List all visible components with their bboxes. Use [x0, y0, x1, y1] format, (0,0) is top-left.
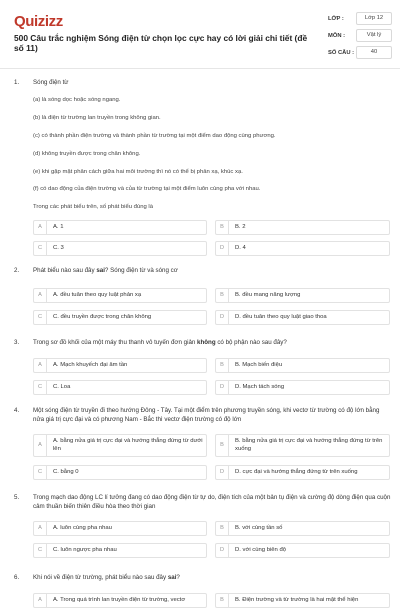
meta-label: MÔN : [328, 32, 346, 39]
option-letter: D [216, 544, 229, 557]
option-letter: B [216, 221, 229, 234]
option-text: C. Loa [53, 384, 71, 390]
page-title: 500 Câu trắc nghiệm Sóng điện từ chọn lọc cực hay có lời giải chi tiết (đề số 11) [14, 33, 308, 53]
option-a[interactable] [33, 220, 207, 235]
worksheet-header [0, 0, 400, 68]
option-letter: A [34, 359, 47, 372]
option-b[interactable] [215, 593, 390, 608]
option-letter: C [34, 381, 47, 394]
option-letter: D [216, 381, 229, 394]
meta-value: Vật lý [356, 29, 392, 42]
option-text: A. bằng nửa giá trị cực đại và hướng thẳng đứng từ dưới lên [53, 438, 203, 452]
option-letter: A [34, 289, 47, 302]
question-emphasis: không [197, 339, 216, 346]
option-letter: A [34, 522, 47, 535]
option-text: A. 1 [53, 224, 64, 230]
question-number: 5. [14, 494, 20, 501]
option-letter: B [216, 594, 229, 607]
option-text: D. cực đại và hướng thẳng đứng từ trên xuống [235, 469, 358, 475]
meta-label: LỚP : [328, 15, 344, 22]
option-letter: B [216, 435, 229, 456]
option-text: B. bằng nửa giá trị cực đại và hướng thẳng đứng từ trên xuống [235, 438, 383, 452]
meta-row-subject [328, 27, 392, 44]
statement-d: (d) không truyền được trong chân không. [33, 151, 141, 157]
question-text-part: có bộ phận nào sau đây? [215, 339, 287, 346]
option-letter: A [34, 435, 47, 456]
meta-value: 40 [356, 46, 392, 59]
option-letter: D [216, 242, 229, 255]
option-b[interactable] [215, 288, 390, 303]
question-emphasis: sai [167, 574, 177, 581]
option-d[interactable] [215, 241, 390, 256]
option-b[interactable] [215, 434, 390, 457]
option-text: A. đều tuân theo quy luật phản xạ [53, 292, 142, 298]
statement-c: (c) có thành phần điện trường và thành phần từ trường tại một điểm dao động cùng phương. [33, 133, 276, 139]
option-text: C. đều truyền được trong chân không [53, 314, 152, 320]
meta-row-count [328, 44, 392, 61]
option-text: A. Mạch khuyếch đại âm tần [53, 362, 128, 368]
option-d[interactable] [215, 465, 390, 480]
option-d[interactable] [215, 380, 390, 395]
option-text: C. bằng 0 [53, 469, 79, 475]
option-d[interactable] [215, 310, 390, 325]
option-text: B. đều mang năng lượng [235, 292, 301, 298]
option-letter: D [216, 466, 229, 479]
option-a[interactable] [33, 434, 207, 457]
quizizz-logo: Quizizz [14, 13, 63, 30]
option-letter: C [34, 466, 47, 479]
option-text: C. luôn ngược pha nhau [53, 547, 117, 553]
statement-a: (a) là sóng dọc hoặc sóng ngang. [33, 97, 121, 103]
option-text: B. Mạch biến điệu [235, 362, 283, 368]
option-c[interactable] [33, 310, 207, 325]
option-text: B. với cùng tần số [235, 525, 283, 531]
question-text: Sóng điện từ [33, 79, 69, 86]
header-divider [0, 68, 400, 69]
option-text: B. Điện trường và từ trường là hai mặt thể hiện [235, 597, 359, 603]
option-text: C. 3 [53, 245, 64, 251]
meta-label: SỐ CÂU : [328, 49, 355, 56]
question-text-part: ? Sóng điện từ và sóng cơ [104, 267, 178, 274]
option-letter: C [34, 242, 47, 255]
option-c[interactable] [33, 465, 207, 480]
option-letter: D [216, 311, 229, 324]
option-letter: A [34, 594, 47, 607]
question-prompt: Trong các phát biểu trên, số phát biểu đúng là [33, 204, 153, 210]
option-text: B. 2 [235, 224, 246, 230]
option-text: A. luôn cùng pha nhau [53, 525, 112, 531]
option-text: D. 4 [235, 245, 246, 251]
option-text: D. đều tuân theo quy luật giao thoa [235, 314, 327, 320]
option-c[interactable] [33, 380, 207, 395]
option-letter: C [34, 311, 47, 324]
option-text: D. với cùng biên độ [235, 547, 287, 553]
question-number: 4. [14, 407, 20, 414]
option-letter: B [216, 289, 229, 302]
question-number: 6. [14, 574, 20, 581]
question-number: 2. [14, 267, 20, 274]
question-text-part: Khi nói về điện từ trường, phát biểu nào sau đây [33, 574, 168, 581]
question-text-part: Trong sơ đồ khối của một máy thu thanh vô tuyến đơn giản [33, 339, 198, 346]
question-text-part: Phát biểu nào sau đây [33, 267, 97, 274]
statement-f: (f) có dao động của điện trường và của từ trường tại một điểm luôn cùng pha với nhau. [33, 186, 261, 192]
option-text: A. Trong quá trình lan truyền điện từ trường, vectơ [53, 597, 186, 603]
option-c[interactable] [33, 241, 207, 256]
question-emphasis: sai [96, 267, 105, 274]
option-text: D. Mạch tách sóng [235, 384, 285, 390]
option-letter: A [34, 221, 47, 234]
question-text: Một sóng điện từ truyền đi theo hướng Đông - Tây. Tại một điểm trên phương truyền sóng, khi vectơ từ trường có độ lớn bằng nửa giá trị cực đại và có phương Nam - Bắc thì vectơ điện trường có độ lớn [33, 407, 380, 423]
option-b[interactable] [215, 358, 390, 373]
question-text [33, 339, 391, 348]
option-d[interactable] [215, 543, 390, 558]
option-a[interactable] [33, 288, 207, 303]
statement-e: (e) khi gặp mặt phân cách giữa hai môi trường thì nó có thể bị phản xạ, khúc xạ. [33, 169, 243, 175]
statement-b: (b) là điện từ trường lan truyền trong không gian. [33, 115, 161, 121]
question-text [33, 574, 391, 583]
option-b[interactable] [215, 220, 390, 235]
option-b[interactable] [215, 521, 390, 536]
question-text-part: ? [176, 574, 180, 581]
option-letter: B [216, 359, 229, 372]
option-letter: C [34, 544, 47, 557]
option-a[interactable] [33, 593, 207, 608]
option-letter: B [216, 522, 229, 535]
meta-panel [328, 10, 392, 61]
question-number: 3. [14, 339, 20, 346]
option-a[interactable] [33, 521, 207, 536]
question-number: 1. [14, 79, 20, 86]
meta-row-class [328, 10, 392, 27]
meta-value: Lớp 12 [356, 12, 392, 25]
question-text [33, 267, 391, 276]
option-c[interactable] [33, 543, 207, 558]
option-a[interactable] [33, 358, 207, 373]
question-text: Trong mạch dao động LC lí tưởng đang có dao động điện từ tự do, điện tích của một bản tụ điện và cường độ dòng điện qua cuộn cảm thuần biến thiên điều hòa theo thời gian [33, 494, 391, 510]
